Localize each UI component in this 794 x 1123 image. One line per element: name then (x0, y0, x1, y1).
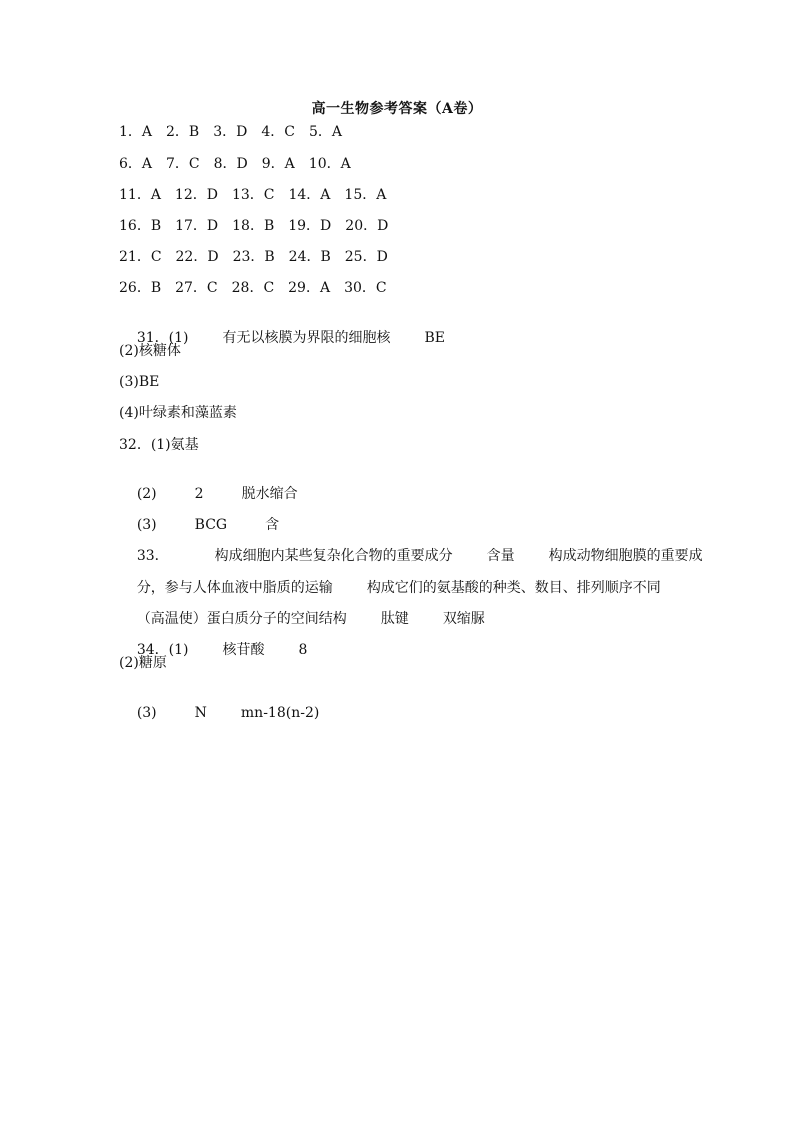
q34-part3-answer-1: N (194, 705, 207, 721)
q31-number: 31．(1) (136, 330, 189, 346)
q31-part2: (2)核糖体 (119, 343, 181, 359)
q32-part2-answer-1: 2 (194, 486, 204, 502)
q31-answer-1: 有无以核膜为界限的细胞核 (222, 330, 391, 346)
q31-part3: (3)BE (119, 374, 160, 390)
q34-part3 (119, 686, 319, 740)
q32-part3-answer-1: BCG (194, 517, 228, 533)
q32-part2-number: (2) (136, 486, 157, 502)
q34-part3-number: (3) (136, 705, 157, 721)
q34-answer-2: 8 (298, 642, 308, 658)
q34-part3-answer-2: mn-18(n-2) (240, 705, 320, 721)
q34-part2: (2)糖原 (119, 655, 167, 671)
q33-answer-1: 构成细胞内某些复杂化合物的重要成分 (214, 548, 453, 564)
mc-answers-row-1: 1．A 2．B 3．D 4．C 5．A (119, 124, 342, 140)
q31-part4: (4)叶绿素和藻蓝素 (119, 405, 237, 421)
q33-answer-2: 含量 (486, 548, 515, 564)
q33-answer-3-end: 分，参与人体血液中脂质的运输 (136, 580, 333, 596)
q33-answer-5: （高温使）蛋白质分子的空间结构 (136, 611, 347, 627)
q34-answer-1: 核苷酸 (222, 642, 265, 658)
q33-number: 33． (136, 548, 169, 564)
q32-part2-answer-2: 脱水缩合 (241, 486, 298, 502)
q31-answer-2: BE (424, 330, 445, 346)
q32-part3-answer-2: 含 (265, 517, 280, 533)
q33-answer-3-start: 构成动物细胞膜的重要成 (548, 548, 703, 564)
mc-answers-row-2: 6．A 7．C 8．D 9．A 10．A (119, 156, 351, 172)
q33-answer-4: 构成它们的氨基酸的种类、数目、排列顺序不同 (366, 580, 661, 596)
q32-part1: 32．(1)氨基 (119, 437, 199, 453)
mc-answers-row-6: 26．B 27．C 28．C 29．A 30．C (119, 280, 387, 296)
q34-number: 34．(1) (136, 642, 189, 658)
mc-answers-row-3: 11．A 12．D 13．C 14．A 15．A (119, 187, 387, 203)
q32-part3-number: (3) (136, 517, 157, 533)
mc-answers-row-5: 21．C 22．D 23．B 24．B 25．D (119, 249, 388, 265)
q33-answer-7: 双缩脲 (442, 611, 485, 627)
q33-answer-6: 肽键 (380, 611, 409, 627)
page-title: 高一生物参考答案（A卷） (311, 101, 483, 117)
mc-answers-row-4: 16．B 17．D 18．B 19．D 20．D (119, 218, 389, 234)
